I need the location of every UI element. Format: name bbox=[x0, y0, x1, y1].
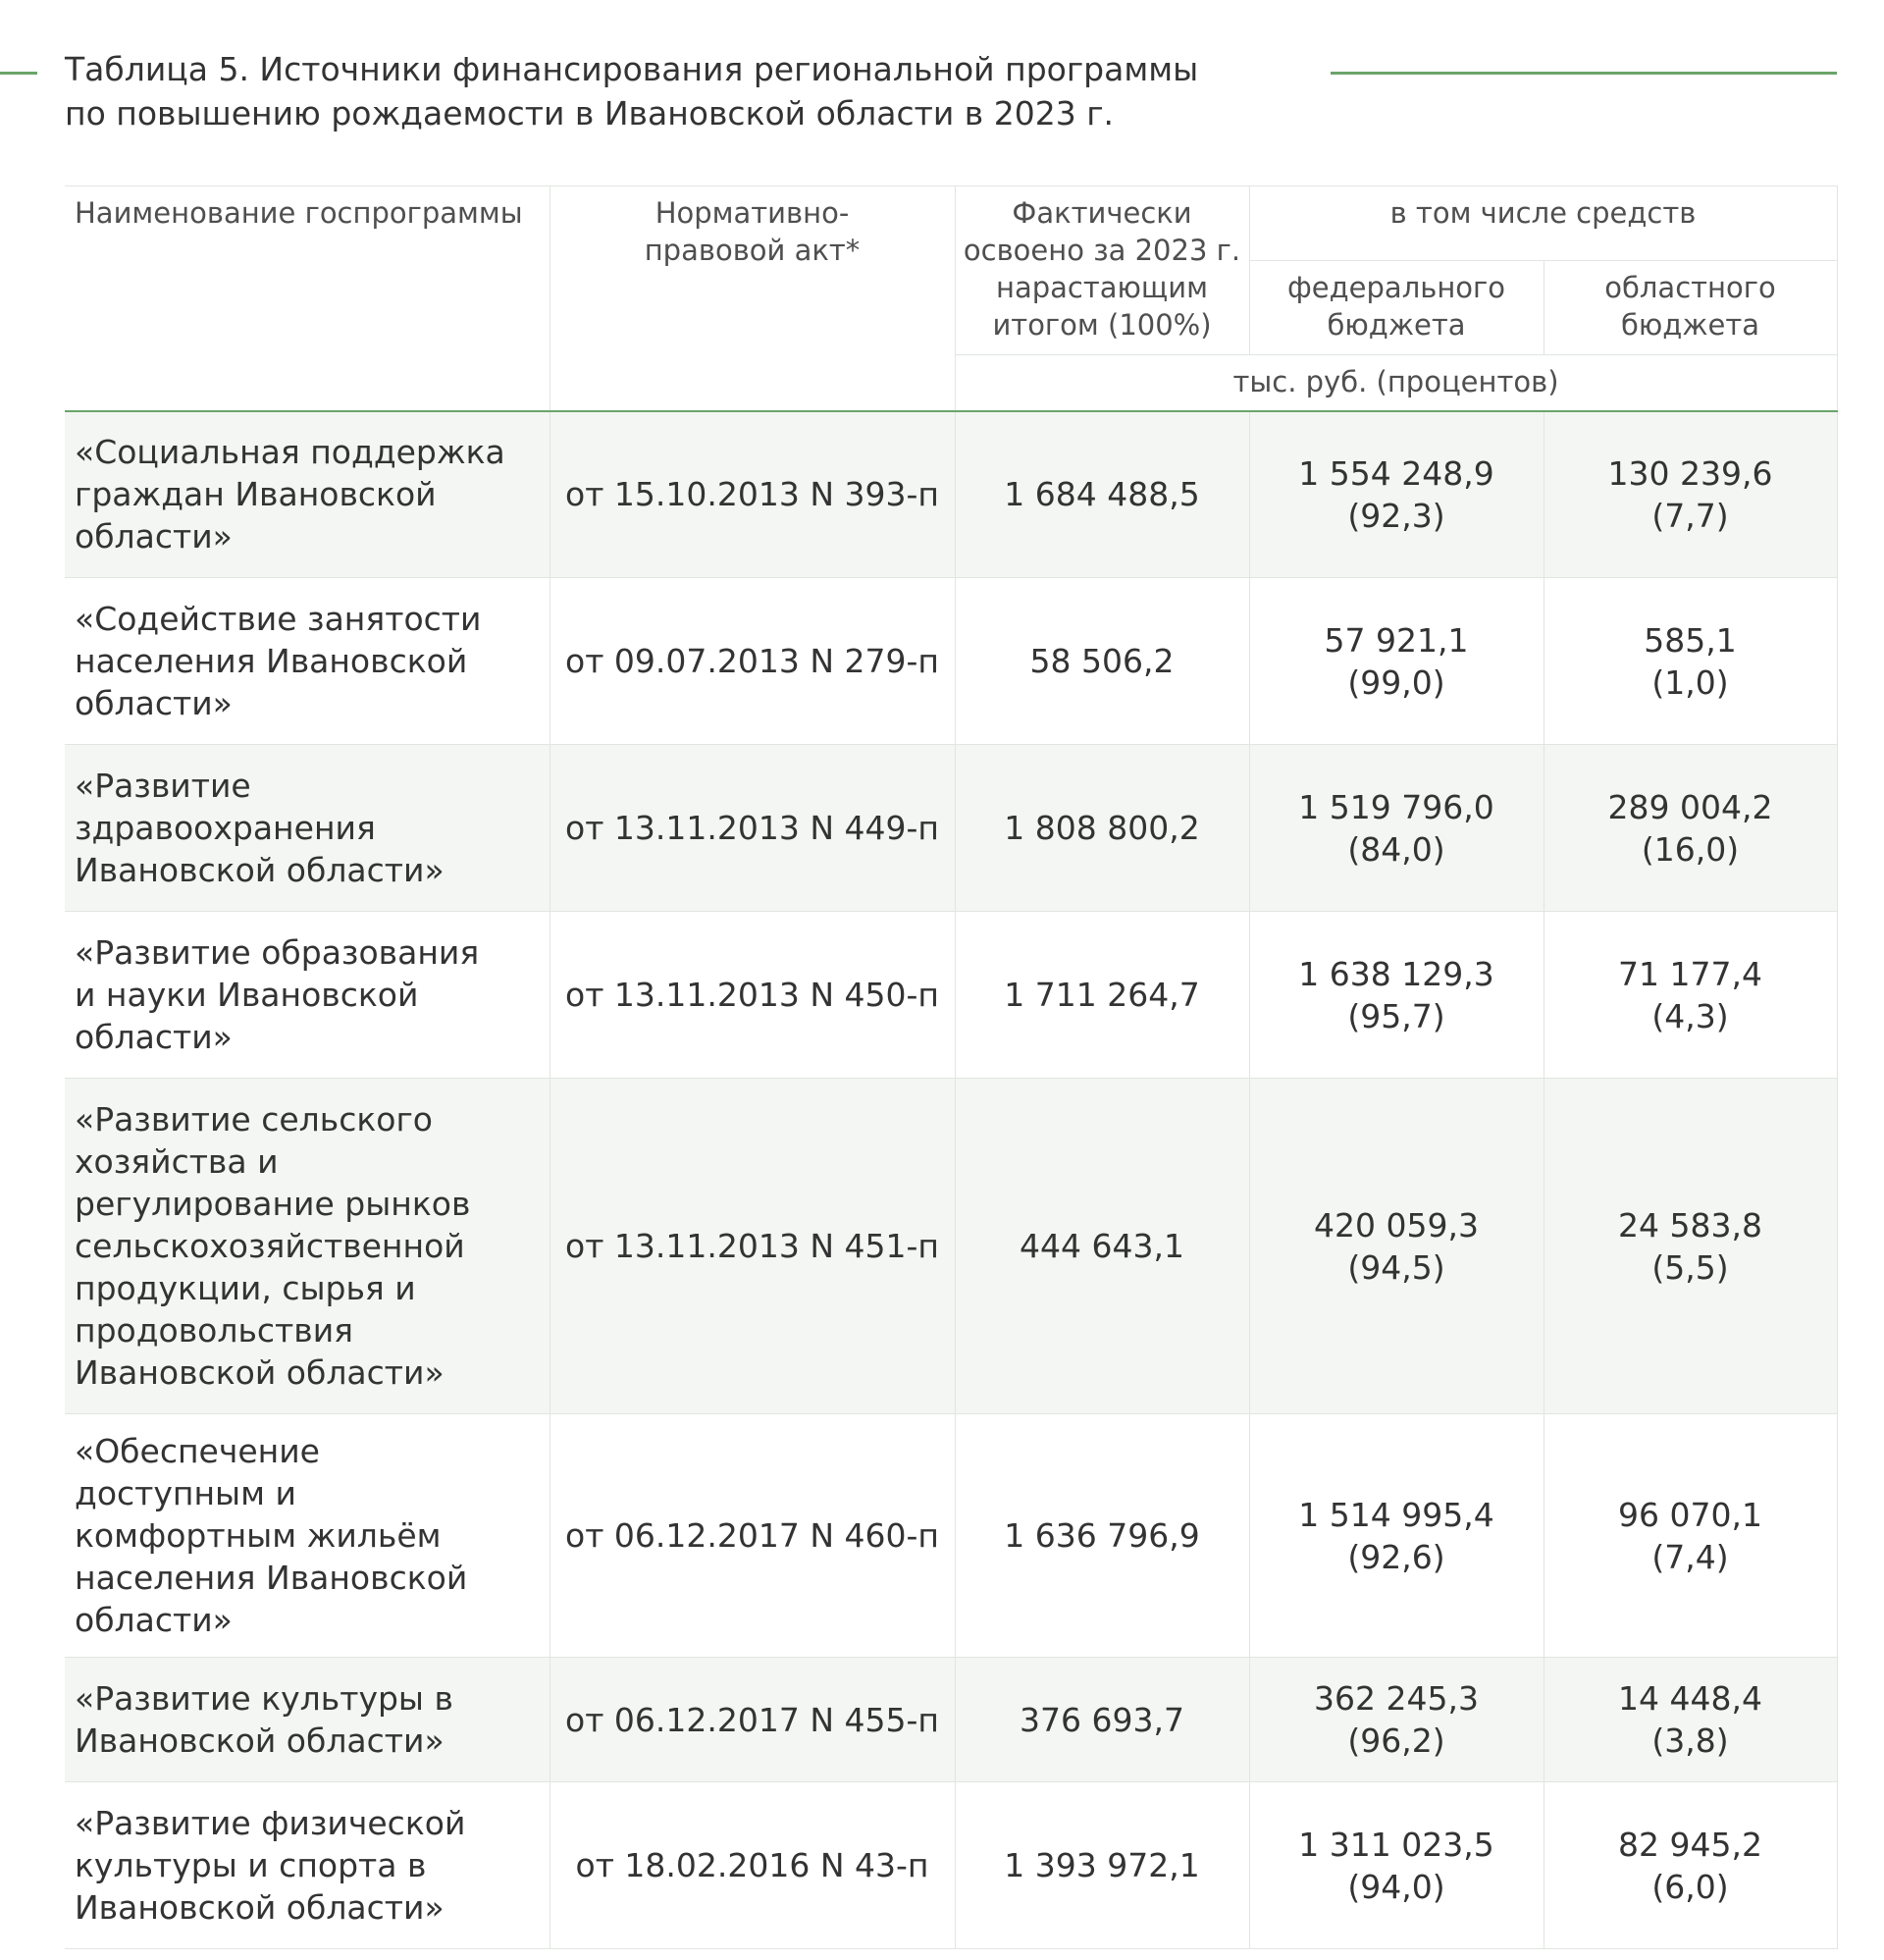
header-regional-budget-text: областного бюджета bbox=[1604, 271, 1776, 342]
federal-percent: (99,0) bbox=[1347, 662, 1445, 702]
program-name: «Содействие занятости населения Ивановской области» bbox=[75, 600, 482, 722]
table-row bbox=[65, 1782, 1837, 1949]
actual-spent-cell: 1 711 264,7 bbox=[955, 912, 1249, 1079]
regional-budget-cell bbox=[1544, 745, 1837, 912]
federal-amount: 1 554 248,9 bbox=[1298, 453, 1494, 493]
actual-spent-cell: 1 393 972,1 bbox=[955, 1782, 1249, 1949]
federal-budget-cell bbox=[1249, 1079, 1544, 1414]
federal-percent: (92,3) bbox=[1347, 496, 1445, 535]
legal-act-cell: от 18.02.2016 N 43-п bbox=[550, 1782, 955, 1949]
legal-act-cell: от 09.07.2013 N 279-п bbox=[550, 578, 955, 745]
program-name-cell bbox=[65, 912, 550, 1079]
program-name-cell bbox=[65, 411, 550, 578]
federal-percent: (95,7) bbox=[1347, 996, 1445, 1035]
regional-budget-cell bbox=[1544, 1658, 1837, 1782]
regional-percent: (4,3) bbox=[1651, 996, 1729, 1035]
program-name: «Развитие сельского хозяйства и регулирование рынков сельскохозяйственной продукции, сырья и продовольствия Ивановской области» bbox=[75, 1100, 471, 1392]
actual-spent-cell: 1 808 800,2 bbox=[955, 745, 1249, 912]
program-name-cell bbox=[65, 1782, 550, 1949]
table-title-line-1: Таблица 5. Источники финансирования региональной программы bbox=[65, 50, 1199, 88]
actual-spent-cell: 1 684 488,5 bbox=[955, 411, 1249, 578]
header-units: тыс. руб. (процентов) bbox=[955, 355, 1837, 411]
table-title bbox=[65, 47, 1301, 135]
regional-amount: 96 070,1 bbox=[1618, 1495, 1762, 1534]
legal-act-cell: от 06.12.2017 N 460-п bbox=[550, 1414, 955, 1658]
program-name: «Обеспечение доступным и комфортным жильём населения Ивановской области» bbox=[75, 1432, 468, 1639]
regional-amount: 71 177,4 bbox=[1618, 954, 1762, 993]
table-row bbox=[65, 411, 1837, 578]
regional-budget-cell bbox=[1544, 411, 1837, 578]
table-row bbox=[65, 1658, 1837, 1782]
table-row bbox=[65, 745, 1837, 912]
regional-budget-cell bbox=[1544, 1414, 1837, 1658]
regional-amount: 289 004,2 bbox=[1607, 787, 1773, 826]
federal-amount: 362 245,3 bbox=[1314, 1679, 1479, 1718]
table-title-line-2: по повышению рождаемости в Ивановской области в 2023 г. bbox=[65, 94, 1115, 132]
program-name: «Развитие образования и науки Ивановской области» bbox=[75, 933, 480, 1056]
federal-budget-cell bbox=[1249, 411, 1544, 578]
program-name: «Развитие здравоохранения Ивановской области» bbox=[75, 767, 445, 889]
federal-percent: (92,6) bbox=[1347, 1537, 1445, 1576]
title-rule-right bbox=[1331, 72, 1837, 75]
actual-spent-cell: 1 636 796,9 bbox=[955, 1414, 1249, 1658]
federal-percent: (94,0) bbox=[1347, 1867, 1445, 1906]
header-actual-spent bbox=[955, 186, 1249, 355]
federal-percent: (84,0) bbox=[1347, 829, 1445, 869]
federal-amount: 1 519 796,0 bbox=[1298, 787, 1494, 826]
federal-budget-cell bbox=[1249, 1782, 1544, 1949]
table-row bbox=[65, 1414, 1837, 1658]
federal-amount: 1 311 023,5 bbox=[1298, 1825, 1494, 1864]
federal-budget-cell bbox=[1249, 1658, 1544, 1782]
federal-amount: 1 638 129,3 bbox=[1298, 954, 1494, 993]
header-actual-spent-text: Фактически освоено за 2023 г. нарастающим итогом (100%) bbox=[963, 196, 1241, 342]
regional-amount: 130 239,6 bbox=[1607, 453, 1773, 493]
program-name-cell bbox=[65, 578, 550, 745]
legal-act-cell: от 13.11.2013 N 451-п bbox=[550, 1079, 955, 1414]
program-name-cell bbox=[65, 1414, 550, 1658]
legal-act-cell: от 13.11.2013 N 450-п bbox=[550, 912, 955, 1079]
table-row bbox=[65, 578, 1837, 745]
federal-amount: 57 921,1 bbox=[1324, 620, 1469, 660]
regional-budget-cell bbox=[1544, 1782, 1837, 1949]
actual-spent-cell: 58 506,2 bbox=[955, 578, 1249, 745]
actual-spent-cell: 376 693,7 bbox=[955, 1658, 1249, 1782]
federal-budget-cell bbox=[1249, 1414, 1544, 1658]
regional-percent: (3,8) bbox=[1651, 1722, 1729, 1760]
federal-amount: 420 059,3 bbox=[1314, 1205, 1479, 1245]
federal-budget-cell bbox=[1249, 912, 1544, 1079]
header-federal-budget bbox=[1249, 261, 1544, 355]
regional-percent: (7,7) bbox=[1651, 496, 1729, 535]
financing-table bbox=[65, 185, 1838, 1949]
program-name-cell bbox=[65, 745, 550, 912]
regional-amount: 24 583,8 bbox=[1618, 1205, 1762, 1245]
program-name-cell bbox=[65, 1658, 550, 1782]
table-row bbox=[65, 1079, 1837, 1414]
title-rule-left bbox=[0, 72, 37, 75]
federal-percent: (96,2) bbox=[1347, 1722, 1445, 1760]
legal-act-cell: от 15.10.2013 N 393-п bbox=[550, 411, 955, 578]
federal-budget-cell bbox=[1249, 578, 1544, 745]
regional-amount: 585,1 bbox=[1644, 620, 1737, 660]
table-row bbox=[65, 912, 1837, 1079]
regional-percent: (5,5) bbox=[1651, 1247, 1729, 1287]
legal-act-cell: от 13.11.2013 N 449-п bbox=[550, 745, 955, 912]
program-name-cell bbox=[65, 1079, 550, 1414]
header-regional-budget bbox=[1544, 261, 1837, 355]
regional-percent: (7,4) bbox=[1651, 1537, 1729, 1576]
federal-amount: 1 514 995,4 bbox=[1298, 1495, 1494, 1534]
program-name: «Развитие культуры в Ивановской области» bbox=[75, 1679, 453, 1760]
header-program-name: Наименование госпрограммы bbox=[65, 186, 550, 411]
program-name: «Развитие физической культуры и спорта в Ивановской области» bbox=[75, 1804, 466, 1927]
regional-budget-cell bbox=[1544, 1079, 1837, 1414]
federal-budget-cell bbox=[1249, 745, 1544, 912]
regional-percent: (6,0) bbox=[1651, 1867, 1729, 1906]
regional-amount: 82 945,2 bbox=[1618, 1825, 1762, 1864]
header-federal-budget-text: федерального бюджета bbox=[1286, 271, 1506, 342]
program-name: «Социальная поддержка граждан Ивановской области» bbox=[75, 433, 505, 556]
header-legal-act-text: Нормативно-правовой акт* bbox=[644, 196, 861, 267]
regional-budget-cell bbox=[1544, 578, 1837, 745]
regional-amount: 14 448,4 bbox=[1618, 1679, 1762, 1718]
header-legal-act bbox=[550, 186, 955, 411]
actual-spent-cell: 444 643,1 bbox=[955, 1079, 1249, 1414]
federal-percent: (94,5) bbox=[1347, 1247, 1445, 1287]
regional-percent: (1,0) bbox=[1651, 662, 1729, 702]
legal-act-cell: от 06.12.2017 N 455-п bbox=[550, 1658, 955, 1782]
header-including-funds: в том числе средств bbox=[1249, 186, 1837, 261]
regional-budget-cell bbox=[1544, 912, 1837, 1079]
regional-percent: (16,0) bbox=[1641, 829, 1740, 869]
